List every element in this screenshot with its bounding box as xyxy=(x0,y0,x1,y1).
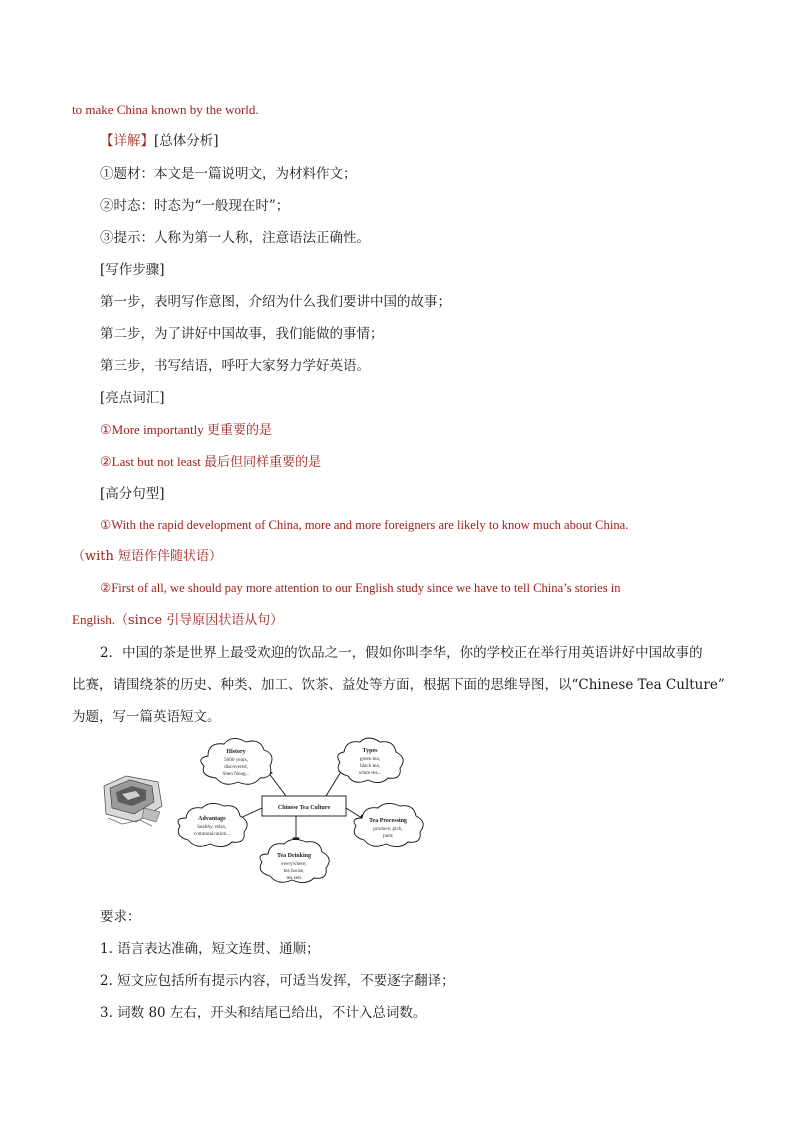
sentence-2: ②First of all, we should pay more attention to our English study since we have to tell China’s stories in xyxy=(100,581,621,595)
advantage-title: Advantage xyxy=(198,816,226,822)
mindmap-center xyxy=(262,796,346,816)
mindmap-node-advantage xyxy=(178,803,247,846)
types-line: black tea, xyxy=(360,763,380,769)
history-title: History xyxy=(226,749,246,755)
analysis-heading-text: [总体分析] xyxy=(154,133,219,149)
vocab-item: ②Last but not least 最后但同样重要的是 xyxy=(100,454,322,469)
requirement-item: 3. 词数 80 左右，开头和结尾已给出，不计入总词数。 xyxy=(100,1005,427,1021)
types-line: white tea... xyxy=(358,770,382,776)
requirement-item: 1. 语言表达准确，短文连贯、通顺； xyxy=(100,941,320,957)
intro-line: to make China known by the world. xyxy=(72,102,259,117)
processing-line: pack xyxy=(383,833,393,839)
step-item: 第二步，为了讲好中国故事，我们能做的事情； xyxy=(100,326,384,342)
step-item: 第一步，表明写作意图，介绍为什么我们要讲中国的故事； xyxy=(100,294,451,310)
history-line: Shen Nong... xyxy=(222,771,250,777)
steps-heading: [写作步骤] xyxy=(100,262,165,278)
processing-title: Tea Processing xyxy=(369,818,407,824)
step-item: 第三步，书写结语，呼吁大家努力学好英语。 xyxy=(100,358,370,374)
sentence-1-note: （with 短语作伴随状语） xyxy=(72,549,223,564)
analysis-item: ③提示：人称为第一人称，注意语法正确性。 xyxy=(100,230,370,246)
drinking-line: everywhere, xyxy=(281,861,307,867)
analysis-item: ②时态：时态为“一般现在时”； xyxy=(100,198,290,214)
advantage-line: healthy, relax, xyxy=(197,824,227,830)
types-line: green tea, xyxy=(359,756,381,762)
question2-line3: 为题，写一篇英语短文。 xyxy=(72,709,221,725)
mindmap-center-label: Chinese Tea Culture xyxy=(277,805,331,811)
analysis-item: ①题材：本文是一篇说明文，为材料作文； xyxy=(100,166,357,182)
drinking-line: tea sets xyxy=(286,875,302,881)
drinking-line: tea house, xyxy=(283,868,305,874)
requirement-item: 2. 短文应包括所有提示内容，可适当发挥，不要逐字翻译； xyxy=(100,973,455,989)
sentence-2-cont xyxy=(72,610,283,631)
mindmap-node-history xyxy=(201,738,272,784)
history-line: 5000 years, xyxy=(224,757,248,763)
processing-line: produce, pick, xyxy=(373,826,403,832)
requirements-heading: 要求： xyxy=(100,909,141,925)
sentence-1: ①With the rapid development of China, more and more foreigners are likely to know much about China. xyxy=(100,518,629,532)
question2-line2: 比赛，请围绕茶的历史、种类、加工、饮茶、益处等方面，根据下面的思维导图，以“Chinese Tea Culture” xyxy=(72,677,725,693)
analysis-heading xyxy=(100,131,219,151)
mindmap-node-types xyxy=(338,738,403,783)
advantage-line: communication... xyxy=(193,831,231,837)
sentence-2-note: （since 引导原因状语从句） xyxy=(114,613,284,628)
sentence-2-word: English. xyxy=(72,612,115,627)
analysis-bracket: 【详解】 xyxy=(100,133,154,149)
vocab-item: ①More importantly 更重要的是 xyxy=(100,422,272,437)
drinking-title: Tea Drinking xyxy=(277,853,311,859)
tea-picture-icon xyxy=(100,768,164,826)
types-title: Types xyxy=(362,748,378,754)
vocab-heading: [亮点词汇] xyxy=(100,390,165,406)
sentences-heading: [高分句型] xyxy=(100,486,165,502)
question2-line1: 2．中国的茶是世界上最受欢迎的饮品之一，假如你叫李华，你的学校正在举行用英语讲好中国故事的 xyxy=(100,645,703,661)
mindmap-node-processing xyxy=(354,803,423,846)
history-line: discovered, xyxy=(224,764,248,770)
mindmap-node-drinking xyxy=(260,839,329,882)
tea-culture-mindmap xyxy=(96,736,436,886)
